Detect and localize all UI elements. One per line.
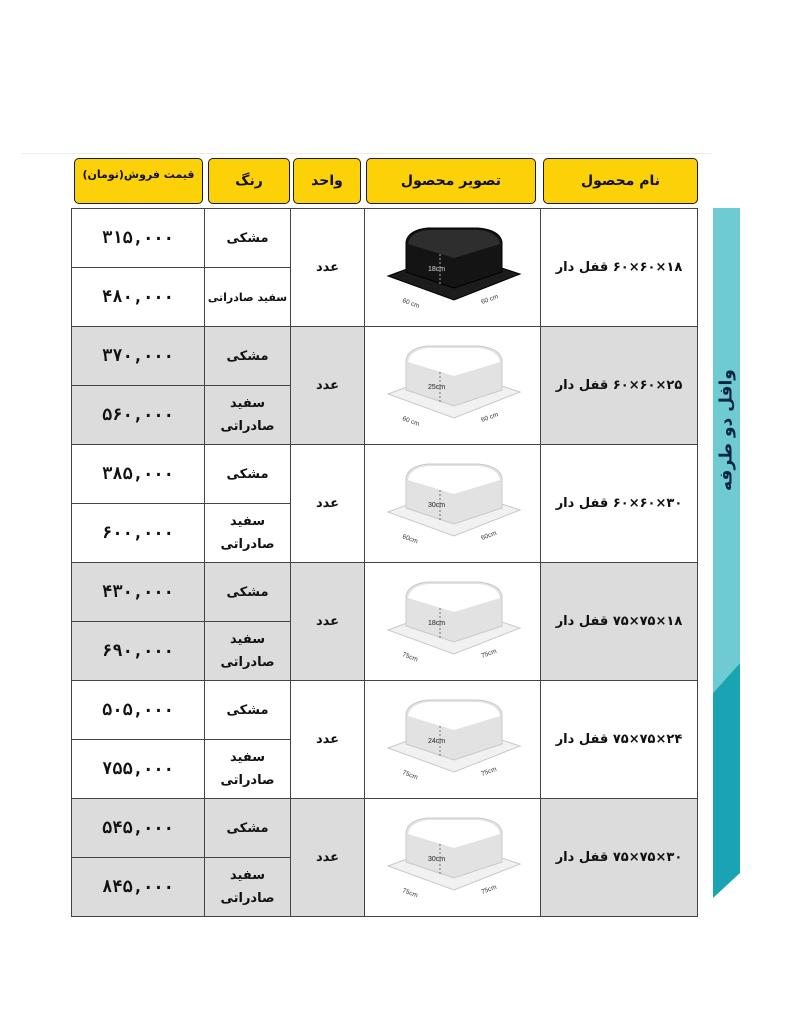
product-name: ۱۸×۷۵×۷۵ قفل دار (541, 563, 698, 681)
height-label: 30cm (427, 855, 445, 863)
color-line: صادراتی (220, 537, 275, 552)
color-cell (205, 740, 291, 799)
header-image: تصویر محصول (366, 158, 536, 204)
table-row (72, 209, 698, 268)
table-row (72, 445, 698, 504)
height-label: 18cm (427, 265, 445, 273)
color-line: سفید (230, 396, 265, 411)
height-label: 30cm (427, 501, 445, 509)
color-cell: مشکی (205, 327, 291, 386)
depth-label: 75cm (479, 647, 498, 660)
unit-cell: عدد (291, 799, 365, 917)
header-color: رنگ (208, 158, 290, 204)
height-label: 25cm (427, 383, 445, 391)
color-line: صادراتی (220, 655, 275, 670)
side-ribbon (713, 208, 740, 898)
color-cell (205, 386, 291, 445)
price-cell: ۵۶۰,۰۰۰ (72, 386, 205, 445)
price-cell: ۵۰۵,۰۰۰ (72, 681, 205, 740)
color-cell: سفید صادراتی (205, 268, 291, 327)
product-image (365, 209, 541, 327)
price-cell: ۳۸۵,۰۰۰ (72, 445, 205, 504)
width-label: 75cm (400, 650, 419, 663)
table-row (72, 799, 698, 858)
color-cell: مشکی (205, 209, 291, 268)
color-line: سفید (230, 868, 265, 883)
price-cell: ۶۰۰,۰۰۰ (72, 504, 205, 563)
color-line: سفید (230, 514, 265, 529)
table-row (72, 681, 698, 740)
color-cell (205, 504, 291, 563)
color-cell: مشکی (205, 563, 291, 622)
depth-label: 75cm (479, 765, 498, 778)
width-label: 60cm (400, 532, 419, 545)
price-cell: ۳۷۰,۰۰۰ (72, 327, 205, 386)
top-divider (22, 153, 712, 154)
product-image (365, 799, 541, 917)
table-row (72, 563, 698, 622)
header-unit: واحد (293, 158, 361, 204)
color-line: صادراتی (220, 891, 275, 906)
depth-label: 60 cm (479, 292, 499, 306)
depth-label: 75cm (479, 883, 498, 896)
depth-label: 60cm (479, 529, 498, 542)
product-name: ۳۰×۶۰×۶۰ قفل دار (541, 445, 698, 563)
product-name: ۱۸×۶۰×۶۰ قفل دار (541, 209, 698, 327)
product-image (365, 445, 541, 563)
color-cell: مشکی (205, 445, 291, 504)
width-label: 60 cm (400, 414, 420, 428)
price-cell: ۴۸۰,۰۰۰ (72, 268, 205, 327)
product-name: ۳۰×۷۵×۷۵ قفل دار (541, 799, 698, 917)
height-label: 24cm (427, 737, 445, 745)
product-name: ۲۴×۷۵×۷۵ قفل دار (541, 681, 698, 799)
color-line: صادراتی (220, 773, 275, 788)
width-label: 75cm (400, 886, 419, 899)
price-cell: ۵۴۵,۰۰۰ (72, 799, 205, 858)
color-cell (205, 622, 291, 681)
product-image (365, 327, 541, 445)
product-image (365, 681, 541, 799)
price-table (71, 208, 698, 917)
color-line: سفید (230, 632, 265, 647)
price-cell: ۳۱۵,۰۰۰ (72, 209, 205, 268)
depth-label: 60 cm (479, 410, 499, 424)
height-label: 18cm (427, 619, 445, 627)
color-cell (205, 858, 291, 917)
price-cell: ۸۴۵,۰۰۰ (72, 858, 205, 917)
unit-cell: عدد (291, 563, 365, 681)
width-label: 60 cm (400, 296, 420, 310)
header-name: نام محصول (543, 158, 698, 204)
color-cell: مشکی (205, 681, 291, 740)
side-title: وافل دو طرفه (716, 369, 737, 491)
unit-cell: عدد (291, 445, 365, 563)
price-cell: ۶۹۰,۰۰۰ (72, 622, 205, 681)
unit-cell: عدد (291, 209, 365, 327)
price-cell: ۴۳۰,۰۰۰ (72, 563, 205, 622)
unit-cell: عدد (291, 681, 365, 799)
width-label: 75cm (400, 768, 419, 781)
product-image (365, 563, 541, 681)
color-line: صادراتی (220, 419, 275, 434)
unit-cell: عدد (291, 327, 365, 445)
price-cell: ۷۵۵,۰۰۰ (72, 740, 205, 799)
color-line: سفید (230, 750, 265, 765)
header-price: قیمت فروش(تومان) (74, 158, 203, 204)
table-row (72, 327, 698, 386)
color-cell: مشکی (205, 799, 291, 858)
product-name: ۲۵×۶۰×۶۰ قفل دار (541, 327, 698, 445)
